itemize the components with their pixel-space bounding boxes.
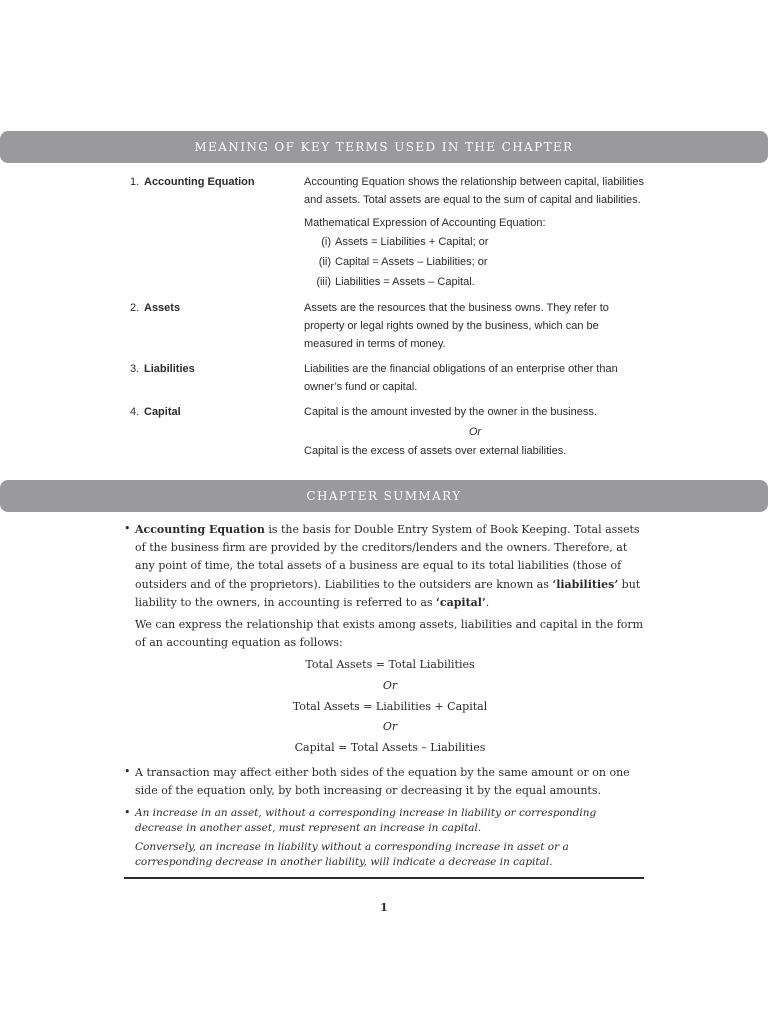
divider — [124, 877, 644, 879]
bullet-icon: • — [124, 765, 131, 778]
term-definition-line: Mathematical Expression of Accounting Equation: — [304, 217, 546, 229]
bold-term: ‘capital’ — [436, 595, 486, 609]
term-number: 3. — [130, 363, 140, 375]
equation-line: Capital = Total Assets – Liabilities — [294, 741, 486, 754]
term-number: 4. — [130, 406, 140, 418]
term-definition-line: Liabilities are the financial obligations of an enterprise other than owner’s fund or capital. — [304, 363, 618, 393]
chapter-summary-heading: CHAPTER SUMMARY — [0, 480, 768, 512]
paragraph-text: We can express the relationship that exists among assets, liabilities and capital in the form of an accounting equation as follows: — [135, 618, 644, 650]
or-separator: Or — [382, 720, 398, 733]
paragraph-text: . — [485, 595, 490, 609]
term-definition-line: Capital is the amount invested by the owner in the business. — [304, 406, 597, 418]
paragraph-text: but liability to the owners, in accounting is referred to as — [135, 577, 641, 609]
term-number: 1. — [130, 176, 140, 188]
subitem-number: (iii) — [316, 276, 331, 288]
term-definition-alt — [304, 442, 646, 460]
term-definition — [304, 403, 646, 421]
summary-paragraph — [135, 616, 645, 652]
term-definition-line: Capital is the excess of assets over external liabilities. — [304, 445, 567, 457]
equation-subitem — [304, 276, 475, 288]
term-definition — [304, 299, 646, 353]
bullet-icon: • — [124, 806, 131, 819]
equation-subitem — [304, 236, 488, 248]
summary-paragraph-italic — [135, 840, 647, 870]
bullet-icon: • — [124, 522, 131, 535]
term-name: Liabilities — [144, 363, 195, 375]
summary-paragraph — [135, 521, 645, 612]
term-definition-line: Assets are the resources that the business owns. They refer to property or legal rights owned by the business, which can be measured in terms of money. — [304, 302, 609, 350]
term-definition — [304, 173, 646, 232]
subitem-text: Assets = Liabilities + Capital; or — [335, 236, 489, 248]
bold-term: Accounting Equation — [135, 523, 265, 536]
or-separator: Or — [382, 679, 398, 692]
subitem-number: (ii) — [318, 256, 331, 268]
equation-line: Total Assets = Liabilities + Capital — [292, 700, 488, 713]
bold-term: ‘liabilities’ — [552, 577, 619, 591]
subitem-number: (i) — [321, 236, 331, 248]
equation-subitem — [304, 256, 488, 268]
summary-paragraph-italic — [135, 806, 647, 836]
paragraph-text: Conversely, an increase in liability without a corresponding increase in asset or a corresponding decrease in another liability, will indicate a decrease in capital. — [135, 841, 569, 868]
subitem-text: Liabilities = Assets – Capital. — [335, 276, 475, 288]
summary-paragraph — [135, 764, 645, 800]
paragraph-text: A transaction may affect either both sides of the equation by the same amount or on one side of the equation only, by both increasing or decreasing it by the equal amounts. — [135, 766, 630, 798]
term-definition-line: Accounting Equation shows the relationship between capital, liabilities and assets. Total assets are equal to the sum of capital and liabilities. — [304, 176, 644, 206]
key-terms-heading: MEANING OF KEY TERMS USED IN THE CHAPTER — [0, 131, 768, 163]
term-name: Capital — [144, 406, 181, 418]
subitem-text: Capital = Assets – Liabilities; or — [335, 256, 488, 268]
paragraph-text: An increase in an asset, without a corresponding increase in liability or corresponding decrease in another asset, must represent an increase in capital. — [135, 807, 597, 834]
paragraph-text: is the basis for Double Entry System of Book Keeping. Total assets of the business firm are provided by the creditors/lenders and the owners. Therefore, at any point of time, the total assets of a business are equal to its total liabilities (those of outsiders and of the proprietors). Liabilities to the outsiders are known as — [135, 523, 640, 591]
term-definition — [304, 360, 646, 396]
term-name: Assets — [144, 302, 181, 314]
term-name: Accounting Equation — [144, 176, 255, 188]
or-separator: Or — [468, 426, 482, 438]
equation-line: Total Assets = Total Liabilities — [305, 658, 475, 671]
term-number: 2. — [130, 302, 140, 314]
page-number: 1 — [380, 901, 388, 914]
